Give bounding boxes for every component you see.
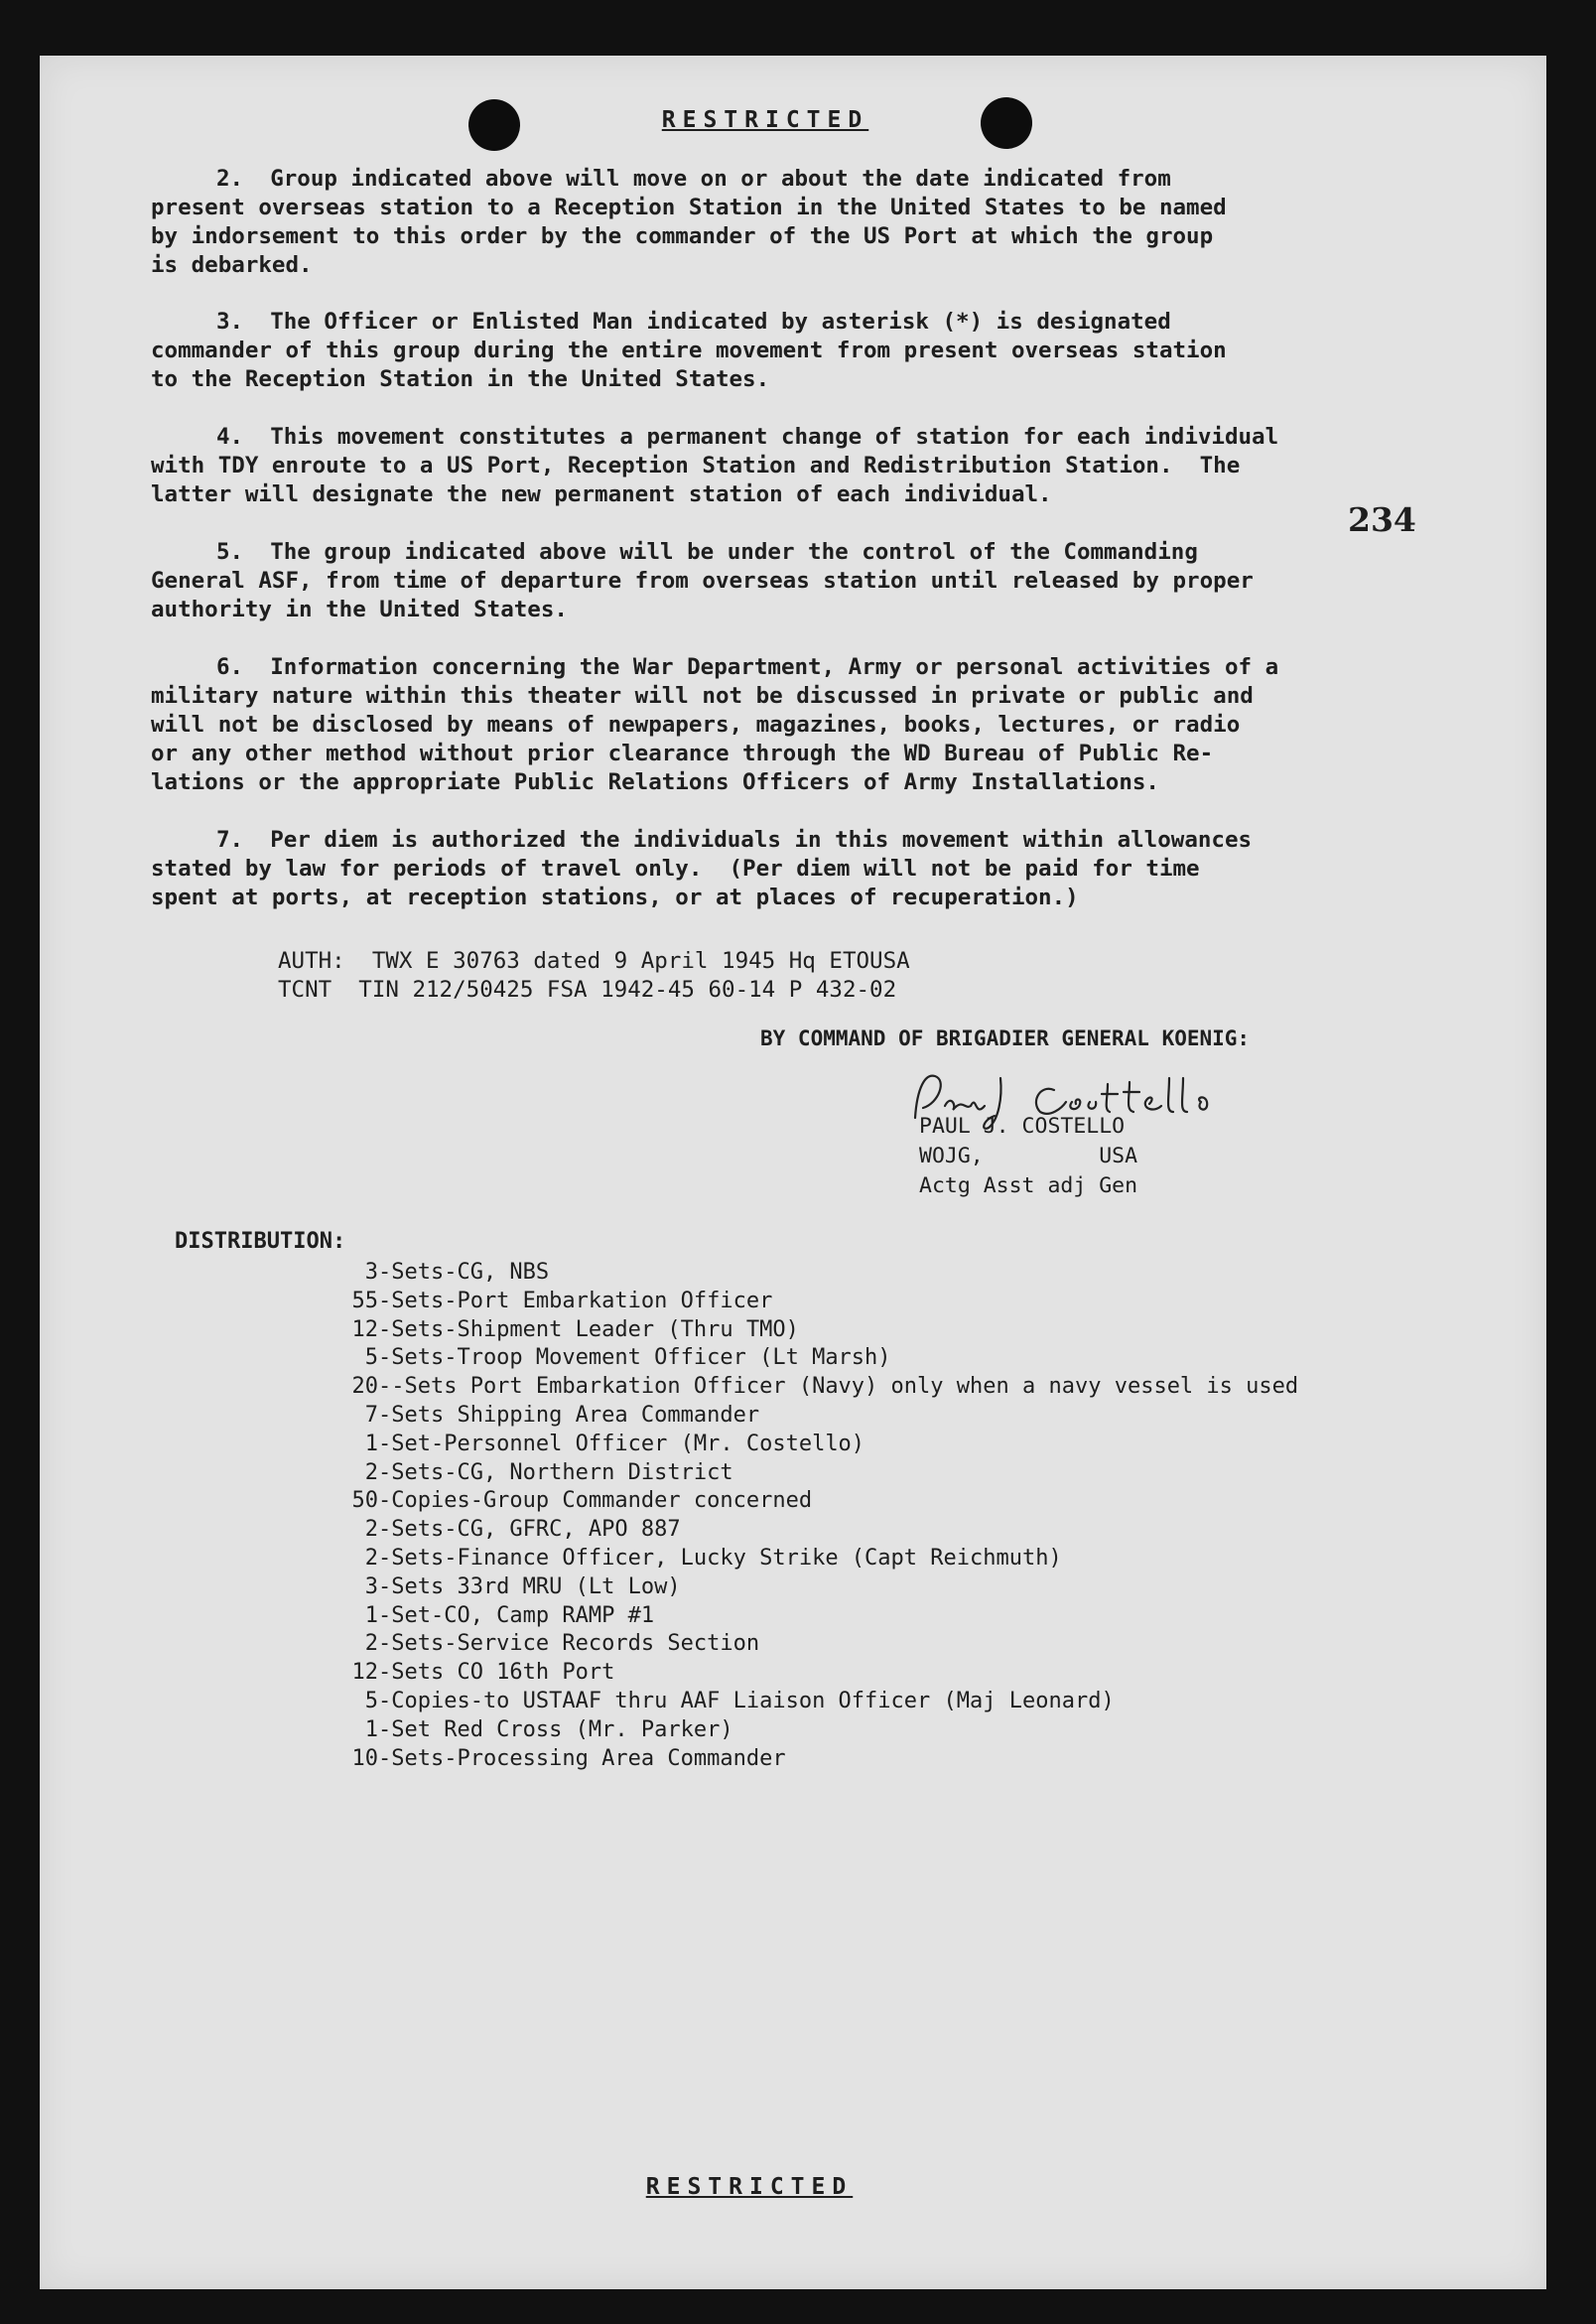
paragraph-number: 4. [216,424,244,450]
paragraph-text: stated by law for periods of travel only. (Per diem will not be paid for time [151,856,1200,882]
paragraph-line [151,365,1501,394]
paragraph-6 [151,653,1501,797]
paragraph-text: The Officer or Enlisted Man indicated by asterisk (*) is designated [270,309,1171,335]
distribution-item: 1-Set Red Cross (Mr. Parker) [326,1716,733,1742]
paragraph-4 [151,423,1501,509]
paragraph-5 [151,538,1501,624]
paragraph-text: commander of this group during the entire movement from present overseas station [151,338,1227,363]
paragraph-line [151,826,1501,855]
paragraph-line [151,740,1501,768]
paragraph-line [151,711,1501,740]
distribution-item: 3-Sets-CG, NBS [326,1260,550,1285]
paragraph-3 [151,308,1501,394]
paragraph-line [151,682,1501,711]
authority-block [278,947,910,1005]
auth-text: TWX E 30763 dated 9 April 1945 Hq ETOUSA [371,948,910,974]
distribution-item: 2-Sets-Service Records Section [326,1631,760,1657]
distribution-item: 12-Sets-Shipment Leader (Thru TMO) [326,1316,799,1342]
distribution-item: 10-Sets-Processing Area Commander [326,1745,786,1771]
paragraph-line [151,480,1501,509]
paragraph-text: will not be disclosed by means of newpapers, magazines, books, lectures, or radio [151,712,1241,738]
distribution-item: 7-Sets Shipping Area Commander [326,1402,760,1428]
paragraph-text: is debarked. [151,252,313,278]
paragraph-text: present overseas station to a Reception Station in the United States to be named [151,195,1227,220]
paragraph-line [151,165,1501,194]
paragraph-text: to the Reception Station in the United States. [151,366,770,392]
document-page [40,56,1546,2289]
paragraph-line [151,308,1501,337]
distribution-title: DISTRIBUTION: [175,1229,346,1254]
paragraph-text: lations or the appropriate Public Relations Officers of Army Installations. [151,769,1159,795]
paragraph-line [151,337,1501,365]
paragraph-text: by indorsement to this order by the commander of the US Port at which the group [151,223,1214,249]
page-number: 234 [1348,500,1416,539]
paragraph-line [151,567,1501,596]
distribution-item: 3-Sets 33rd MRU (Lt Low) [326,1573,681,1599]
paragraph-text: General ASF, from time of departure from overseas station until released by proper [151,568,1254,594]
tcnt-text: TIN 212/50425 FSA 1942-45 60-14 P 432-02 [358,977,897,1003]
distribution-list [326,1259,1298,1773]
paragraph-line [151,596,1501,624]
paragraph-number: 3. [216,309,244,335]
paragraph-text: Group indicated above will move on or about the date indicated from [270,166,1171,192]
auth-label: AUTH: [278,948,345,974]
distribution-item: 2-Sets-CG, Northern District [326,1459,733,1485]
signer-rank: WOJG, USA [919,1144,1138,1168]
distribution-item: 12-Sets CO 16th Port [326,1660,615,1686]
distribution-item: 55-Sets-Port Embarkation Officer [326,1288,773,1313]
paragraph-text: The group indicated above will be under the control of the Commanding [270,539,1198,565]
distribution-item: 1-Set-Personnel Officer (Mr. Costello) [326,1431,865,1456]
distribution-item: 20--Sets Port Embarkation Officer (Navy) only when a navy vessel is used [326,1374,1299,1400]
paragraph-text: This movement constitutes a permanent change of station for each individual [270,424,1279,450]
paragraph-line [151,653,1501,682]
distribution-item: 2-Sets-Finance Officer, Lucky Strike (Capt Reichmuth) [326,1545,1062,1571]
paragraph-line [151,251,1501,280]
classification-footer: RESTRICTED [645,2174,854,2200]
paragraph-text: Information concerning the War Department, Army or personal activities of a [270,654,1279,680]
distribution-item: 50-Copies-Group Commander concerned [326,1488,813,1514]
signer-name: PAUL J. COSTELLO [919,1114,1126,1139]
paragraph-text: latter will designate the new permanent station of each individual. [151,481,1052,507]
signer-block [919,1112,1137,1201]
command-line: BY COMMAND OF BRIGADIER GENERAL KOENIG: [760,1026,1251,1050]
paragraph-number: 7. [216,827,244,853]
paragraph-line [151,194,1501,222]
paragraph-line [151,452,1501,480]
paragraph-line [151,423,1501,452]
tcnt-label: TCNT [278,977,332,1003]
paragraph-text: authority in the United States. [151,597,568,622]
paragraph-number: 6. [216,654,244,680]
paragraph-line [151,768,1501,797]
paragraph-line [151,222,1501,251]
paragraph-line [151,538,1501,567]
paragraph-line [151,884,1501,912]
paragraph-7 [151,826,1501,912]
paragraph-text: spent at ports, at reception stations, or at places of recuperation.) [151,885,1079,910]
paragraph-2 [151,165,1501,280]
paragraph-text: military nature within this theater will not be discussed in private or public and [151,683,1254,709]
distribution-item: 1-Set-CO, Camp RAMP #1 [326,1602,655,1628]
paragraph-text: with TDY enroute to a US Port, Reception Station and Redistribution Station. The [151,453,1241,478]
paragraph-line [151,855,1501,884]
distribution-item: 2-Sets-CG, GFRC, APO 887 [326,1517,681,1543]
distribution-item: 5-Sets-Troop Movement Officer (Lt Marsh) [326,1345,891,1371]
classification-header: RESTRICTED [661,107,869,133]
signer-title: Actg Asst adj Gen [919,1173,1138,1198]
distribution-item: 5-Copies-to USTAAF thru AAF Liaison Officer (Maj Leonard) [326,1688,1115,1713]
paragraph-number: 2. [216,166,244,192]
paragraph-text: Per diem is authorized the individuals in this movement within allowances [270,827,1253,853]
paragraph-number: 5. [216,539,244,565]
paragraph-text: or any other method without prior clearance through the WD Bureau of Public Re- [151,741,1214,766]
